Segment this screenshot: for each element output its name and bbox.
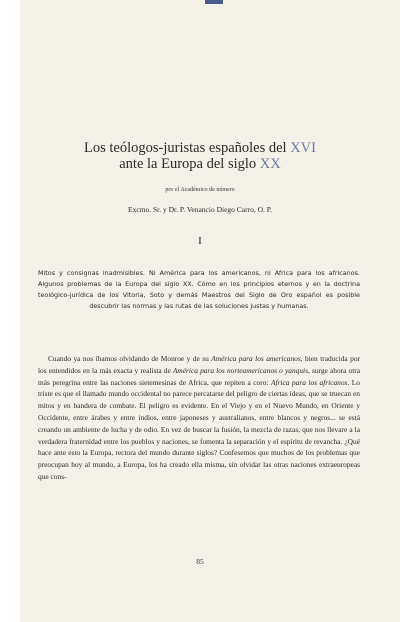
title-roman-2: XX — [259, 156, 281, 172]
title-line-1: Los teólogos-juristas españoles del XVI — [84, 140, 316, 156]
article-title — [36, 140, 364, 172]
title-roman-1: XVI — [290, 140, 316, 156]
page-number: 85 — [196, 557, 204, 566]
section-summary: Mitos y consignas inadmisibles. Ni América para los americanos, ni Africa para los africanos. Algunos problemas de la Europa del siglo XX. Cómo en los principios eternos y en la doctrina teológico-jurídica de los Vitoria, Soto y demás Maestros del Siglo de Oro español es posible descubrir las normas y las rutas de las soluciones justas y humanas. — [38, 269, 360, 310]
title-line-2: ante la Europa del siglo XX — [119, 156, 281, 172]
top-blue-mark — [205, 0, 223, 4]
body-paragraph: Cuando ya nos íbamos olvidando de Monroe y de su América para los americanos, bien traducida por los entendidos en la más exacta y realista de América para los norteamericanos o yanquis, surge ahora otra más peregrina entre las naciones sietemesinas de Africa, que repiten a coro: Africa para los africanos. Lo triste es que el llamado mundo occidental no parece percatarse del peligro de ciertas ideas, que se truecan en mitos y en bandera de combate. El peligro es evidente. En el Viejo y en el Nuevo Mundo, en Oriente y Occidente, entre árabes y entre indios, entre japoneses y australianos, entre blancos y negros... se está creando un ambiente de lucha y de odio. En vez de buscar la fusión, la mezcla de razas, que nos llevare a la verdadera fraternidad entre los pueblos y naciones, se fomenta la separación y el espíritu de revancha. ¿Qué hace ante esto la Europa, rectora del mundo durante siglos? Confesemos que muchos de los problemas que preocupan hoy al mundo, a Europa, los ha creado ella misma, sin olvidar las otras naciones extraeuropeas que cons- — [38, 354, 361, 481]
byline-small: por el Académico de número — [165, 187, 235, 193]
page-left-margin — [0, 0, 20, 622]
author-line: Excmo. Sr. y Dr. P. Venancio Diego Carro, O. P. — [127, 205, 273, 214]
section-number: I — [198, 235, 202, 247]
